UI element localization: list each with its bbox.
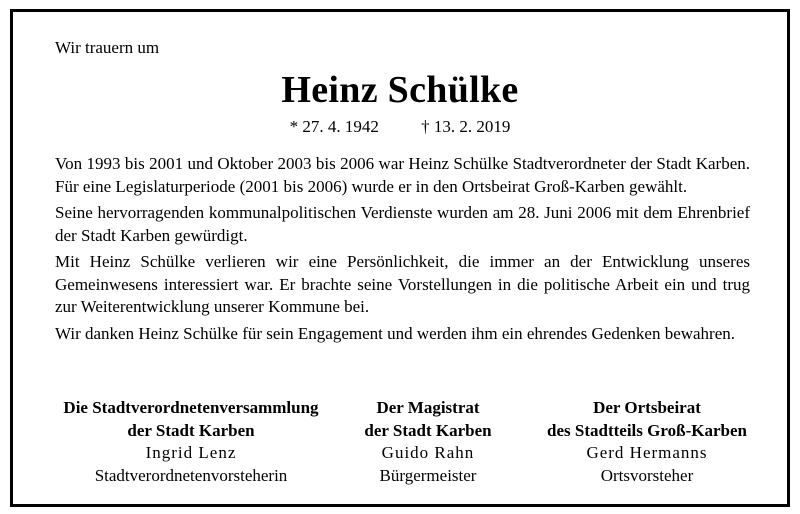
signatory-person: Gerd Hermanns (586, 443, 708, 462)
intro-text: Wir trauern um (55, 38, 160, 57)
birth-date: * 27. 4. 1942 (289, 117, 379, 136)
signatory-role: Bürgermeister (379, 465, 477, 485)
signatory-body-sub: des Stadtteils Groß-Karben (547, 420, 747, 440)
signatory-body: Der Ortsbeirat (593, 398, 701, 417)
signatory-role: Ortsvorsteher (600, 465, 694, 485)
signature-ortsbeirat (531, 397, 763, 487)
deceased-name: Heinz Schülke (281, 69, 519, 111)
signatory-person: Guido Rahn (381, 443, 475, 462)
obituary-notice (10, 9, 790, 507)
obituary-body (55, 153, 750, 349)
signatory-body: Die Stadtverordnetenversammlung (63, 398, 319, 417)
signatory-body-sub: der Stadt Karben (364, 420, 492, 440)
paragraph: Mit Heinz Schülke verlieren wir eine Persönlichkeit, die immer an der Entwicklung unseres Gemeinwesens interessiert war. Er brachte seine Vorstellungen in die politische Arbeit ein und trug zur Weiterentwicklung unserer Kommune bei. (55, 252, 750, 316)
signatory-body-sub: der Stadt Karben (127, 420, 255, 440)
paragraph: Seine hervorragenden kommunalpolitischen Verdienste wurden am 28. Juni 2006 mit dem Ehrenbrief der Stadt Karben gewürdigt. (55, 203, 750, 245)
signatory-person: Ingrid Lenz (145, 443, 237, 462)
paragraph: Von 1993 bis 2001 und Oktober 2003 bis 2006 war Heinz Schülke Stadtverordneter der Stadt Karben. Für eine Legislaturperiode (2001 bis 2006) wurde er in den Ortsbeirat Groß-Karben gewählt. (55, 154, 750, 196)
signatory-role: Stadtverordnetenvorsteherin (94, 465, 288, 485)
paragraph: Wir danken Heinz Schülke für sein Engagement und werden ihm ein ehrendes Gedenken bewahren. (55, 323, 736, 343)
death-date: † 13. 2. 2019 (421, 117, 511, 136)
life-dates (13, 117, 787, 137)
signatory-body: Der Magistrat (376, 398, 480, 417)
signature-magistrat (358, 397, 498, 487)
signature-council (51, 397, 331, 487)
